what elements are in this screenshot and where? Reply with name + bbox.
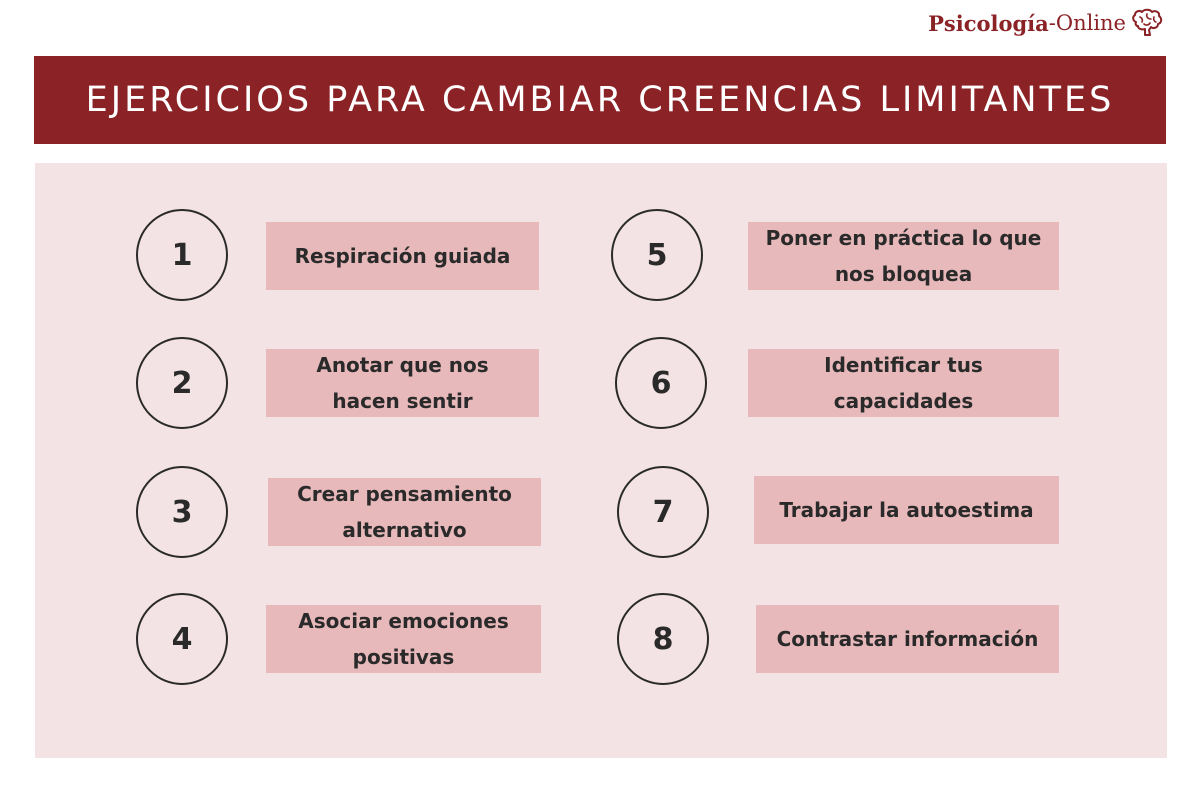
exercise-box-7: Trabajar la autoestima xyxy=(754,476,1059,544)
number-circle-7: 7 xyxy=(617,466,709,558)
title-banner: EJERCICIOS PARA CAMBIAR CREENCIAS LIMITANTES xyxy=(34,56,1166,144)
number-circle-6: 6 xyxy=(615,337,707,429)
exercise-box-5: Poner en práctica lo que nos bloquea xyxy=(748,222,1059,290)
exercise-box-2: Anotar que nos hacen sentir xyxy=(266,349,539,417)
number-circle-5: 5 xyxy=(611,209,703,301)
exercise-box-1: Respiración guiada xyxy=(266,222,539,290)
exercise-box-8: Contrastar información xyxy=(756,605,1059,673)
number-circle-8: 8 xyxy=(617,593,709,685)
exercise-box-6: Identificar tus capacidades xyxy=(748,349,1059,417)
number-circle-3: 3 xyxy=(136,466,228,558)
number-circle-4: 4 xyxy=(136,593,228,685)
brain-icon xyxy=(1130,8,1164,38)
brand-name-regular: -Online xyxy=(1048,11,1126,35)
exercise-box-3: Crear pensamiento alternativo xyxy=(268,478,541,546)
number-circle-1: 1 xyxy=(136,209,228,301)
brand-name-bold: Psicología xyxy=(928,10,1049,36)
brand-logo xyxy=(928,8,1164,38)
number-circle-2: 2 xyxy=(136,337,228,429)
exercise-box-4: Asociar emociones positivas xyxy=(266,605,541,673)
